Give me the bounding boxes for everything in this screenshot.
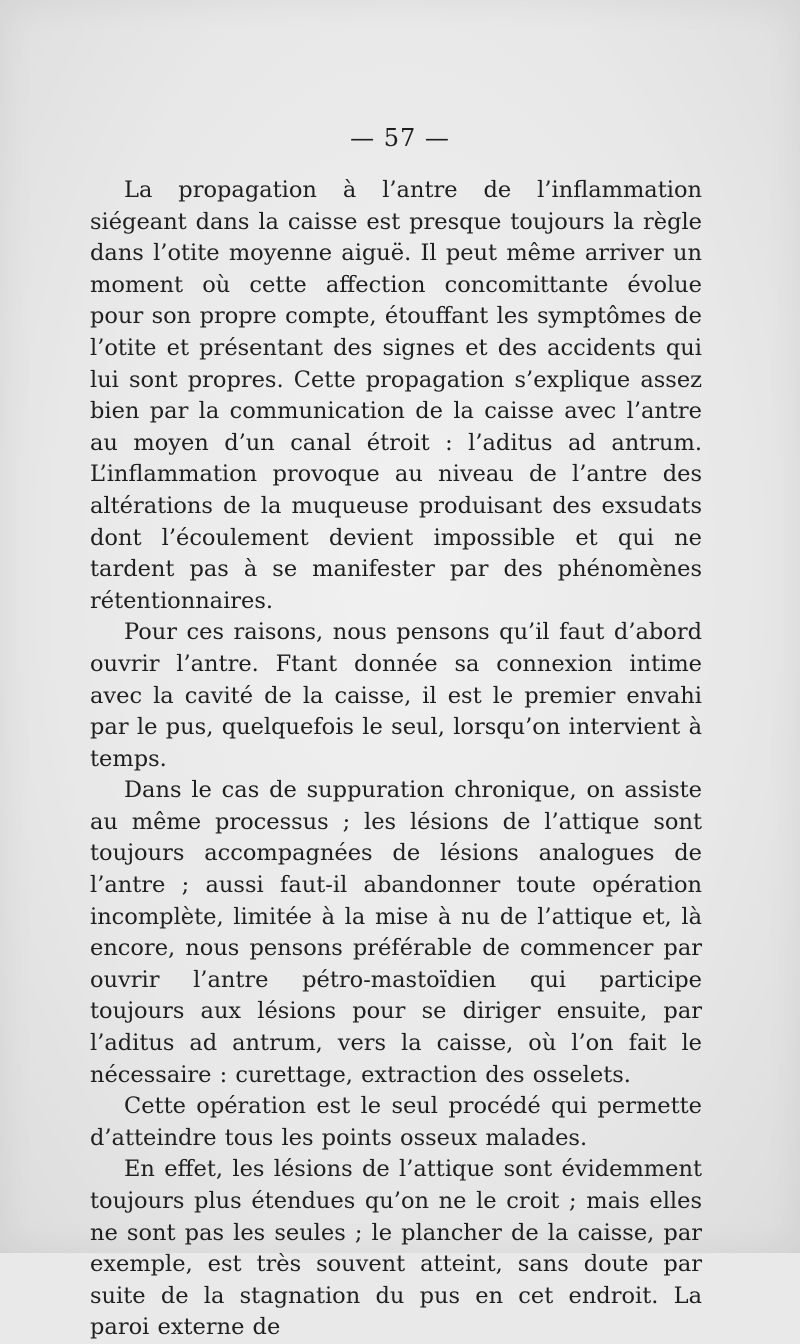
paragraph-4: Cette opération est le seul procédé qui permette d’atteindre tous les points osseux malades. xyxy=(90,1093,702,1151)
paragraph-1: La propagation à l’antre de l’inflammation siégeant dans la caisse est presque toujours la règle dans l’otite moyenne aiguë. Il peut même arriver un moment où cette affection concomittante évolue pour son propre compte, étouffant les symptômes de l’otite et présentant des signes et des accidents qui lui sont propres. Cette propagation s’explique assez bien par la communication de la caisse avec l’antre au moyen d’un canal étroit : l’aditus ad antrum. L’inflammation provoque au niveau de l’antre des altérations de la muqueuse produisant des exsudats dont l’écoulement devient impossible et qui ne tardent pas à se manifester par des phénomènes rétentionnaires. xyxy=(90,177,702,614)
body-text xyxy=(90,175,702,1344)
paragraph-5: En effet, les lésions de l’attique sont évidemment toujours plus étendues qu’on ne le croit ; mais elles ne sont pas les seules ; le plancher de la caisse, par exemple, est très souvent atteint, sans doute par suite de la stagnation du pus en cet endroit. La paroi externe de xyxy=(90,1156,702,1341)
paragraph-2: Pour ces raisons, nous pensons qu’il faut d’abord ouvrir l’antre. Ftant donnée sa connexion intime avec la cavité de la caisse, il est le premier envahi par le pus, quelquefois le seul, lorsqu’on intervient à temps. xyxy=(90,619,702,772)
paragraph-3: Dans le cas de suppuration chronique, on assiste au même processus ; les lésions de l’attique sont toujours accompagnées de lésions analogues de l’antre ; aussi faut-il abandonner toute opération incomplète, limitée à la mise à nu de l’attique et, là encore, nous pensons préférable de commencer par ouvrir l’antre pétro-mastoïdien qui participe toujours aux lésions pour se diriger ensuite, par l’aditus ad antrum, vers la caisse, où l’on fait le nécessaire : curettage, extraction des osselets. xyxy=(90,777,702,1088)
page-number: — 57 — xyxy=(350,124,450,152)
